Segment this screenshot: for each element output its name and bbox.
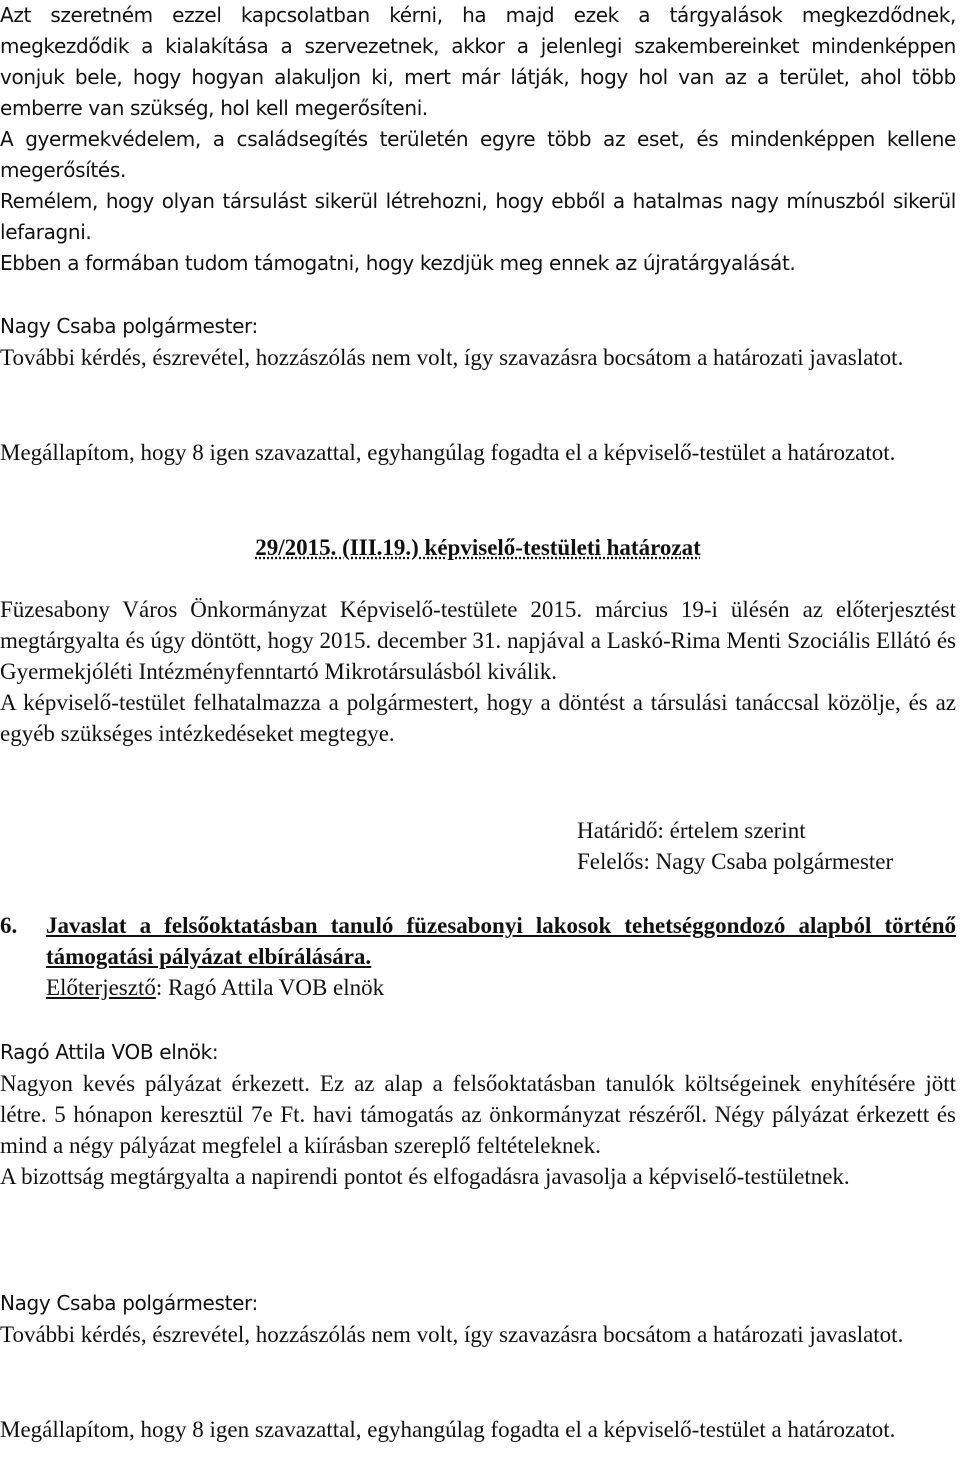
paragraph: A képviselő-testület felhatalmazza a polgármestert, hogy a döntést a társulási tanáccsal közölje, és az egyéb szükséges intézkedéseket megtegye. — [0, 690, 956, 746]
speaker-heading: Nagy Csaba polgármester: — [0, 1291, 258, 1315]
agenda-item-title: Javaslat a felsőoktatásban tanuló füzesabonyi lakosok tehetséggondozó alapból történő támogatási pályázat elbírálására. — [46, 913, 956, 969]
speaker-remarks — [0, 1068, 956, 1192]
paragraph: A bizottság megtárgyalta a napirendi pontot és elfogadásra javasolja a képviselő-testületnek. — [0, 1164, 850, 1189]
vote-result-paragraph: Megállapítom, hogy 8 igen szavazattal, egyhangúlag fogadta el a képviselő-testület a határozatot. — [0, 440, 896, 465]
paragraph: Füzesabony Város Önkormányzat Képviselő-testülete 2015. március 19-i ülésén az előterjesztést megtárgyalta és úgy döntött, hogy 2015. december 31. napjával a Laskó-Rima Menti Szociális Ellátó és Gyermekjóléti Intézményfenntartó Mikrotársulásból kiválik. — [0, 597, 956, 684]
speaker-heading: Nagy Csaba polgármester: — [0, 314, 258, 338]
responsible: Felelős: Nagy Csaba polgármester — [577, 849, 894, 874]
paragraph: Remélem, hogy olyan társulást sikerül létrehozni, hogy ebből a hatalmas nagy mínuszból sikerül lefaragni. — [0, 189, 956, 244]
vote-call-paragraph: További kérdés, észrevétel, hozzászólás nem volt, így szavazásra bocsátom a határozati javaslatot. — [0, 1322, 904, 1347]
vote-call-paragraph: További kérdés, észrevétel, hozzászólás nem volt, így szavazásra bocsátom a határozati javaslatot. — [0, 345, 904, 370]
resolution-title: 29/2015. (III.19.) képviselő-testületi határozat — [255, 535, 701, 560]
agenda-item-presenter: Előterjesztő: Ragó Attila VOB elnök — [46, 975, 385, 1000]
speaker-heading: Ragó Attila VOB elnök: — [0, 1040, 219, 1064]
paragraph: Ebben a formában tudom támogatni, hogy kezdjük meg ennek az újratárgyalását. — [0, 251, 796, 275]
paragraph: Azt szeretném ezzel kapcsolatban kérni, ha majd ezek a tárgyalások megkezdődnek, megkezdődik a kialakítása a szervezetnek, akkor a jelenlegi szakembereinket mindenképpen vonjuk bele, hogy hogyan alakuljon ki, mert már látják, hogy hol van az a terület, ahol több emberre van szükség, hol kell megerősíteni. — [0, 3, 956, 120]
deadline: Határidő: értelem szerint — [577, 818, 806, 843]
resolution-body — [0, 594, 956, 749]
agenda-item-number: 6. — [0, 913, 18, 938]
resolution-meta — [577, 815, 957, 877]
vote-result-paragraph: Megállapítom, hogy 8 igen szavazattal, egyhangúlag fogadta el a képviselő-testület a határozatot. — [0, 1417, 896, 1442]
agenda-item-6 — [0, 910, 956, 1003]
paragraph: Nagyon kevés pályázat érkezett. Ez az alap a felsőoktatásban tanulók költségeinek enyhítésére jött létre. 5 hónapon keresztül 7e Ft. havi támogatás az önkormányzat részéről. Négy pályázat érkezett és mind a négy pályázat megfelel a kiírásban szereplő feltételeknek. — [0, 1071, 956, 1158]
intro-paragraphs — [0, 0, 956, 279]
paragraph: A gyermekvédelem, a családsegítés területén egyre több az eset, és mindenképpen kellene megerősítés. — [0, 127, 956, 182]
